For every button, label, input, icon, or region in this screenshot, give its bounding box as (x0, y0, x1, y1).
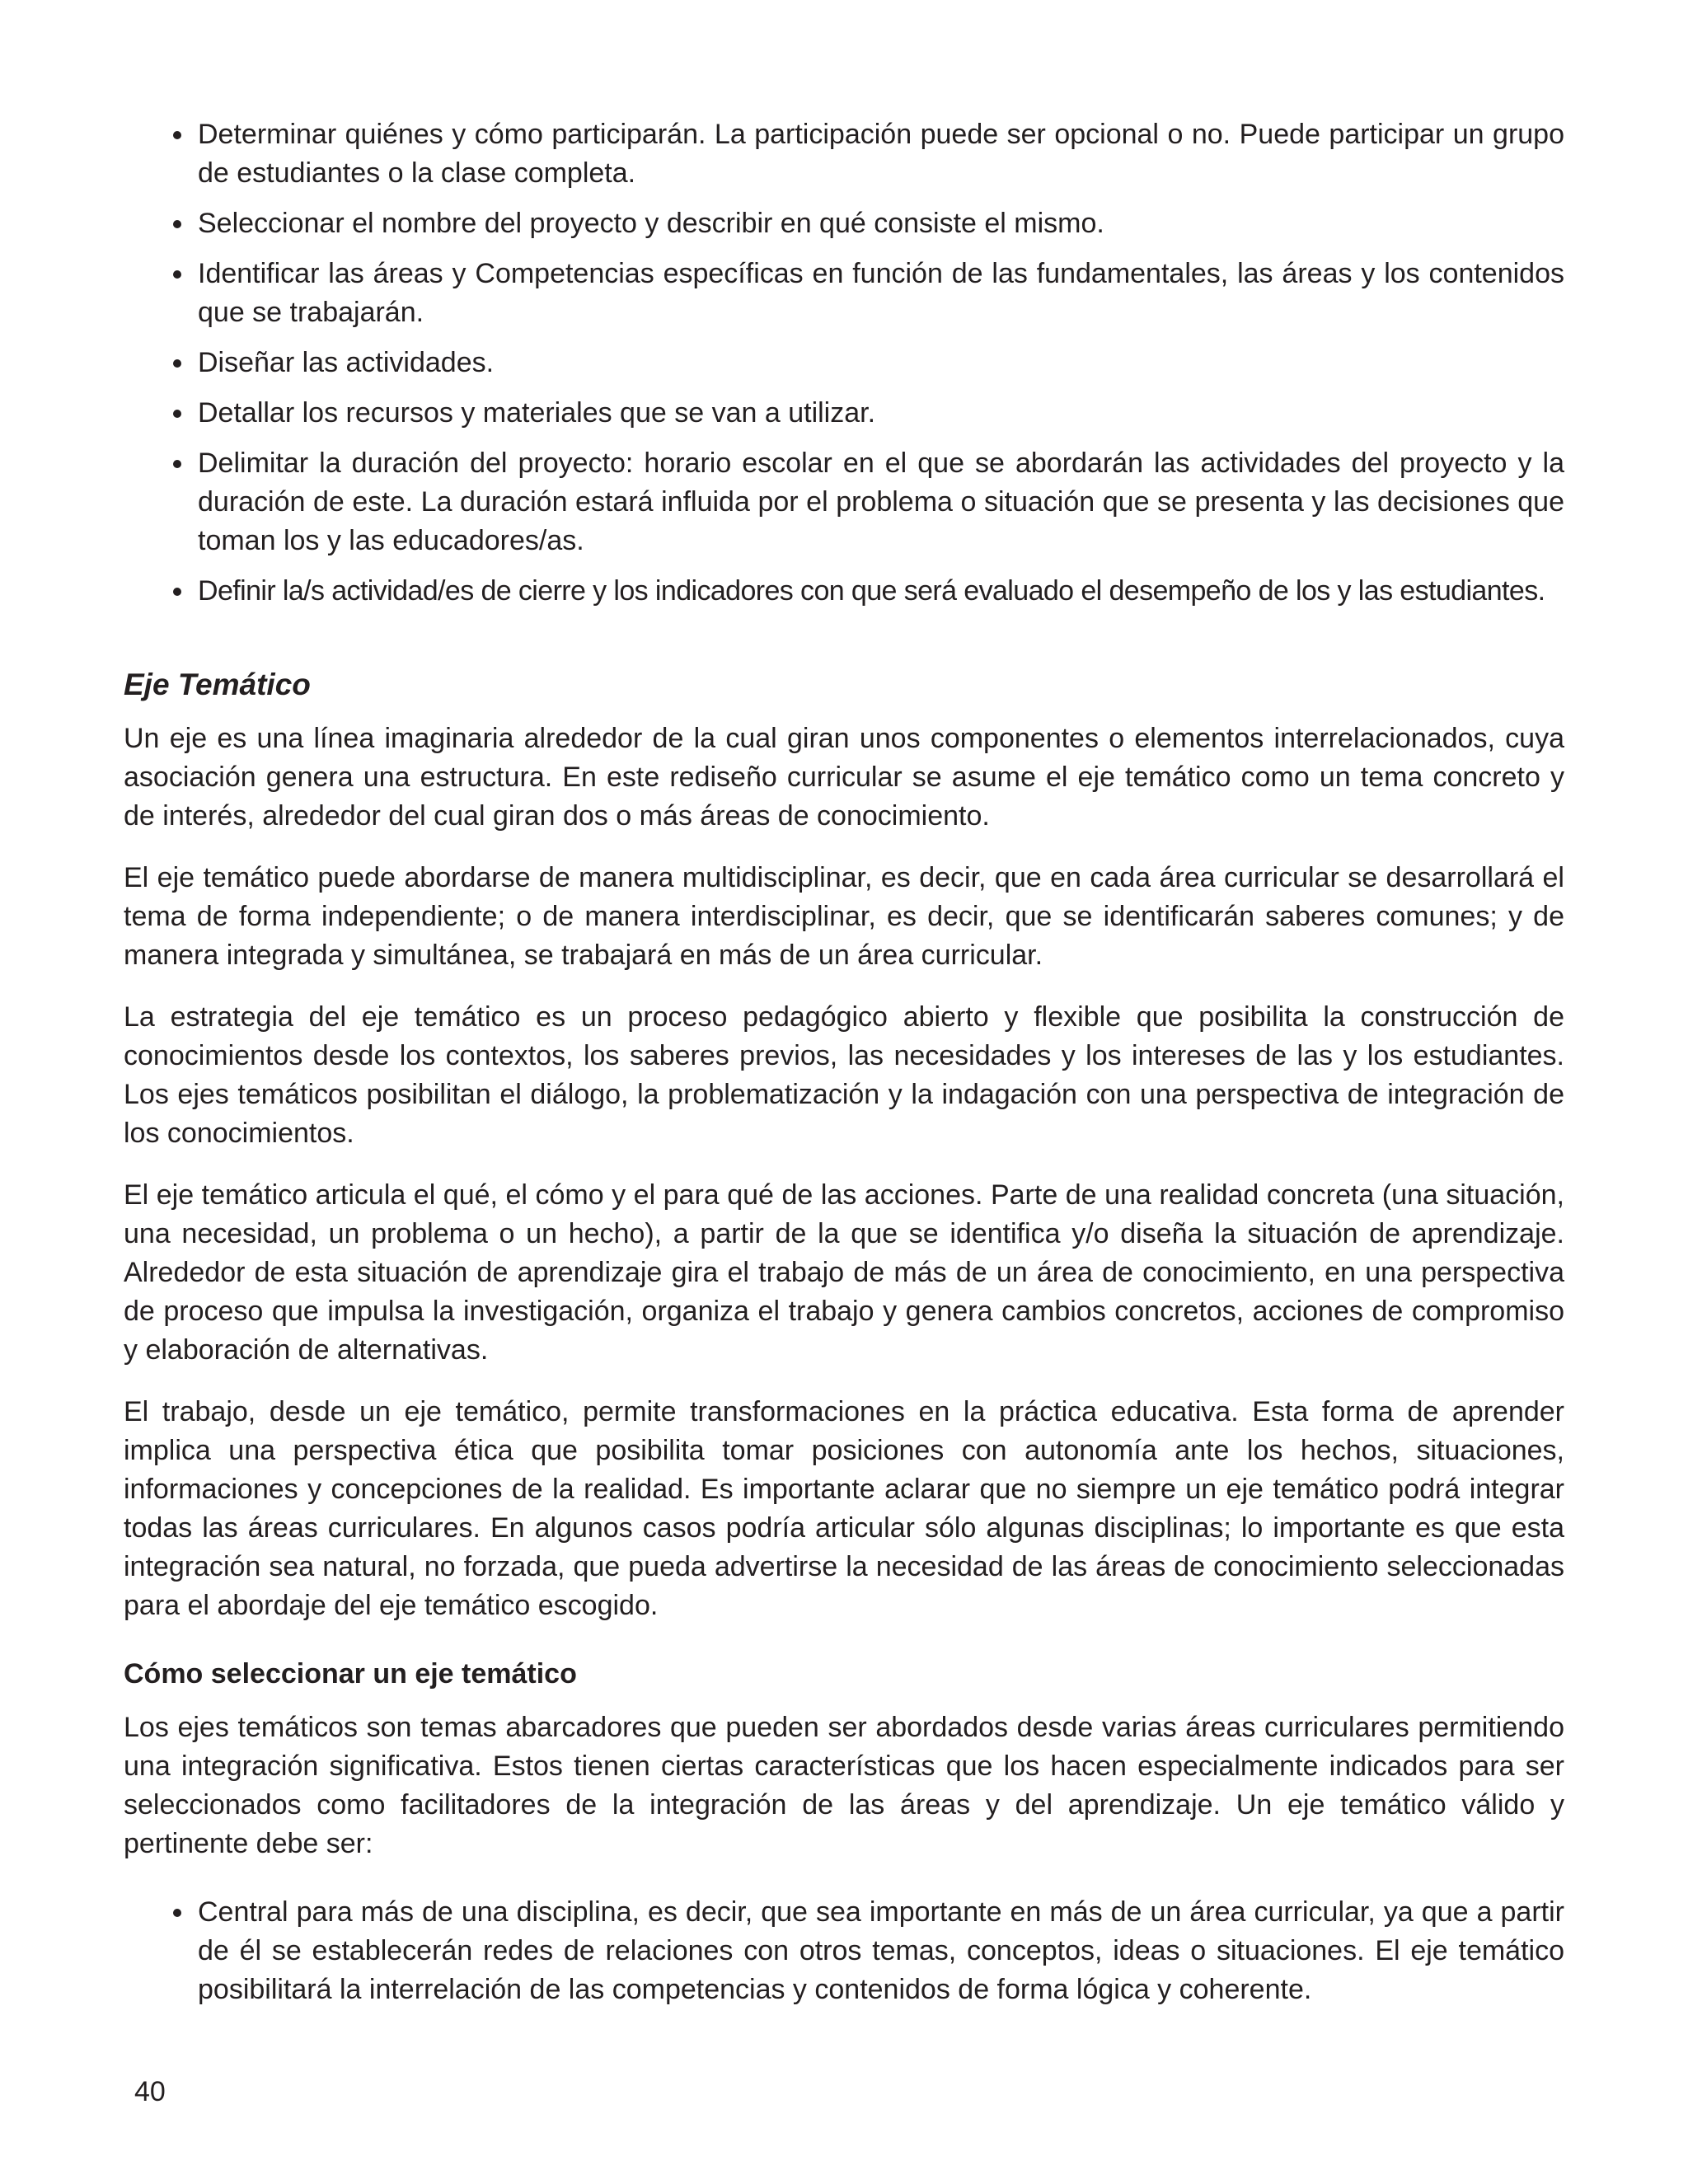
list-item: Central para más de una disciplina, es decir, que sea importante en más de un área curricular, ya que a partir de él se establecerán redes de relaciones con otros temas, conceptos, ideas o situaciones. El eje temático posibilitará la interrelación de las competencias y contenidos de forma lógica y coherente. (124, 1893, 1564, 2009)
bullet-icon (173, 359, 181, 368)
paragraph: Un eje es una línea imaginaria alrededor de la cual giran unos componentes o elementos interrelacionados, cuya asociación genera una estructura. En este rediseño curricular se asume el eje temático como un tema concreto y de interés, alrededor del cual giran dos o más áreas de conocimiento. (124, 723, 1564, 832)
bullet-icon (173, 410, 181, 418)
list-item: Determinar quiénes y cómo participarán. La participación puede ser opcional o no. Puede participar un grupo de estudiantes o la clase completa. (124, 115, 1564, 193)
paragraph: El trabajo, desde un eje temático, permite transformaciones en la práctica educativa. Esta forma de aprender implica una perspectiva ética que posibilita tomar posiciones con autonomía ante los hechos, situaciones, informaciones y concepciones de la realidad. Es importante aclarar que no siempre un eje temático podrá integrar todas las áreas curriculares. En algunos casos podría articular sólo algunas disciplinas; lo importante es que esta integración sea natural, no forzada, que pueda advertirse la necesidad de las áreas de conocimiento seleccionadas para el abordaje del eje temático escogido. (124, 1396, 1564, 1621)
list-item: Seleccionar el nombre del proyecto y describir en qué consiste el mismo. (124, 204, 1564, 243)
bullet-icon (173, 1909, 181, 1917)
project-steps-list (124, 115, 1564, 611)
bullet-icon (173, 220, 181, 228)
paragraph: El eje temático articula el qué, el cómo y el para qué de las acciones. Parte de una realidad concreta (una situación, una necesidad, un problema o un hecho), a partir de la que se identifica y/o diseña la situación de aprendizaje. Alrededor de esta situación de aprendizaje gira el trabajo de más de un área de conocimiento, en una perspectiva de proceso que impulsa la investigación, organiza el trabajo y genera cambios concretos, acciones de compromiso y elaboración de alternativas. (124, 1179, 1564, 1366)
list-item: Delimitar la duración del proyecto: horario escolar en el que se abordarán las actividades del proyecto y la duración de este. La duración estará influida por el problema o situación que se presenta y las decisiones que toman los y las educadores/as. (124, 444, 1564, 560)
page-body (124, 115, 1564, 2021)
list-item: Identificar las áreas y Competencias específicas en función de las fundamentales, las áreas y los contenidos que se trabajarán. (124, 255, 1564, 332)
list-item: Diseñar las actividades. (124, 344, 1564, 382)
paragraph: Los ejes temáticos son temas abarcadores que pueden ser abordados desde varias áreas curriculares permitiendo una integración significativa. Estos tienen ciertas características que los hacen especialmente indicados para ser seleccionados como facilitadores de la integración de las áreas y del aprendizaje. Un eje temático válido y pertinente debe ser: (124, 1712, 1564, 1859)
section-body (124, 719, 1564, 1625)
bullet-icon (173, 460, 181, 468)
section-heading: Eje Temático (124, 668, 311, 701)
bullet-icon (173, 588, 181, 596)
list-item: Definir la/s actividad/es de cierre y los indicadores con que será evaluado el desempeño de los y las estudiantes. (124, 572, 1564, 611)
subsection-body (124, 1708, 1564, 1863)
paragraph: El eje temático puede abordarse de manera multidisciplinar, es decir, que en cada área curricular se desarrollará el tema de forma independiente; o de manera interdisciplinar, es decir, que se identificarán saberes comunes; y de manera integrada y simultánea, se trabajará en más de un área curricular. (124, 862, 1564, 971)
page-number: 40 (134, 2076, 166, 2107)
list-item: Detallar los recursos y materiales que se van a utilizar. (124, 394, 1564, 433)
paragraph: La estrategia del eje temático es un proceso pedagógico abierto y flexible que posibilita la construcción de conocimientos desde los contextos, los saberes previos, las necesidades y los intereses de las y los estudiantes. Los ejes temáticos posibilitan el diálogo, la problematización y la indagación con una perspectiva de integración de los conocimientos. (124, 1001, 1564, 1149)
criteria-list (124, 1893, 1564, 2009)
subsection-heading: Cómo seleccionar un eje temático (124, 1658, 577, 1690)
bullet-icon (173, 270, 181, 279)
bullet-icon (173, 131, 181, 139)
